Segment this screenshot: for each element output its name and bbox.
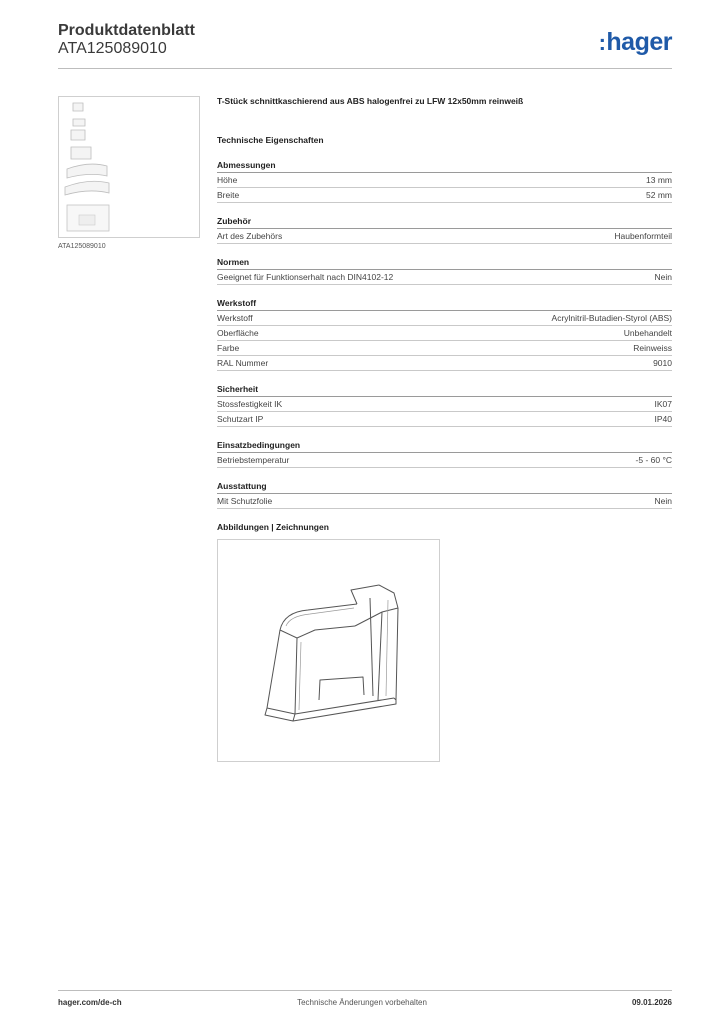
spec-value: IP40: [654, 414, 672, 424]
spec-section-heading: Einsatzbedingungen: [217, 440, 672, 453]
spec-label: Schutzart IP: [217, 414, 264, 424]
header-article-code: ATA125089010: [58, 40, 167, 57]
spec-row: [217, 270, 672, 285]
spec-row: [217, 453, 672, 468]
spec-section-heading: Sicherheit: [217, 384, 672, 397]
spec-section-heading: Zubehör: [217, 216, 672, 229]
spec-value: Haubenformteil: [614, 231, 672, 241]
spec-label: Farbe: [217, 343, 240, 353]
logo-text: hager: [606, 28, 672, 56]
spec-label: Geeignet für Funktionserhalt nach DIN4102-12: [217, 272, 394, 282]
spec-section: [217, 384, 672, 427]
spec-label: Mit Schutzfolie: [217, 496, 273, 506]
spec-value: Reinweiss: [633, 343, 672, 353]
spec-section-heading: Abmessungen: [217, 160, 672, 173]
spec-value: 52 mm: [646, 190, 672, 200]
thumbnail-caption: ATA125089010: [58, 243, 106, 250]
spec-row: [217, 494, 672, 509]
spec-label: Art des Zubehörs: [217, 231, 283, 241]
footer-divider: [58, 990, 672, 991]
spec-value: Nein: [654, 272, 672, 282]
product-drawing[interactable]: [217, 539, 440, 762]
spec-value: 9010: [653, 358, 672, 368]
spec-section-heading: Ausstattung: [217, 481, 672, 494]
spec-section: [217, 440, 672, 468]
spec-section: [217, 298, 672, 371]
spec-section: [217, 481, 672, 509]
footer-date: 09.01.2026: [631, 998, 672, 1007]
spec-row: [217, 188, 672, 203]
spec-label: Betriebstemperatur: [217, 455, 290, 465]
figures-title: Abbildungen | Zeichnungen: [217, 522, 329, 532]
spec-sections: [217, 160, 672, 509]
product-exploded-image: [59, 97, 199, 237]
spec-value: 13 mm: [646, 175, 672, 185]
spec-section-heading: Werkstoff: [217, 298, 672, 311]
main-content: [217, 96, 672, 762]
spec-label: Stossfestigkeit IK: [217, 399, 283, 409]
spec-section-heading: Normen: [217, 257, 672, 270]
spec-row: [217, 412, 672, 427]
spec-label: Breite: [217, 190, 240, 200]
spec-section: [217, 257, 672, 285]
technical-properties-title: Technische Eigenschaften: [217, 135, 324, 145]
product-title: T-Stück schnittkaschierend aus ABS halogenfrei zu LFW 12x50mm reinweiß: [217, 96, 524, 106]
logo-dots-icon: :: [598, 30, 606, 55]
footer-disclaimer: Technische Änderungen vorbehalten: [297, 998, 427, 1007]
spec-row: [217, 356, 672, 371]
spec-value: Acrylnitril-Butadien-Styrol (ABS): [551, 313, 672, 323]
spec-row: [217, 311, 672, 326]
spec-label: RAL Nummer: [217, 358, 269, 368]
spec-value: Nein: [654, 496, 672, 506]
spec-value: -5 - 60 °C: [635, 455, 672, 465]
footer-website-link[interactable]: hager.com/de-ch: [58, 998, 122, 1007]
spec-row: [217, 173, 672, 188]
spec-label: Höhe: [217, 175, 238, 185]
header-title: Produktdatenblatt: [58, 22, 195, 39]
spec-row: [217, 229, 672, 244]
spec-section: [217, 160, 672, 203]
spec-section: [217, 216, 672, 244]
spec-row: [217, 341, 672, 356]
spec-label: Werkstoff: [217, 313, 253, 323]
spec-row: [217, 326, 672, 341]
product-thumbnail[interactable]: [58, 96, 200, 238]
spec-label: Oberfläche: [217, 328, 259, 338]
header-divider: [58, 68, 672, 69]
spec-value: Unbehandelt: [623, 328, 672, 338]
t-piece-drawing: [218, 540, 439, 761]
spec-row: [217, 397, 672, 412]
spec-value: IK07: [654, 399, 672, 409]
hager-logo[interactable]: [599, 28, 672, 57]
